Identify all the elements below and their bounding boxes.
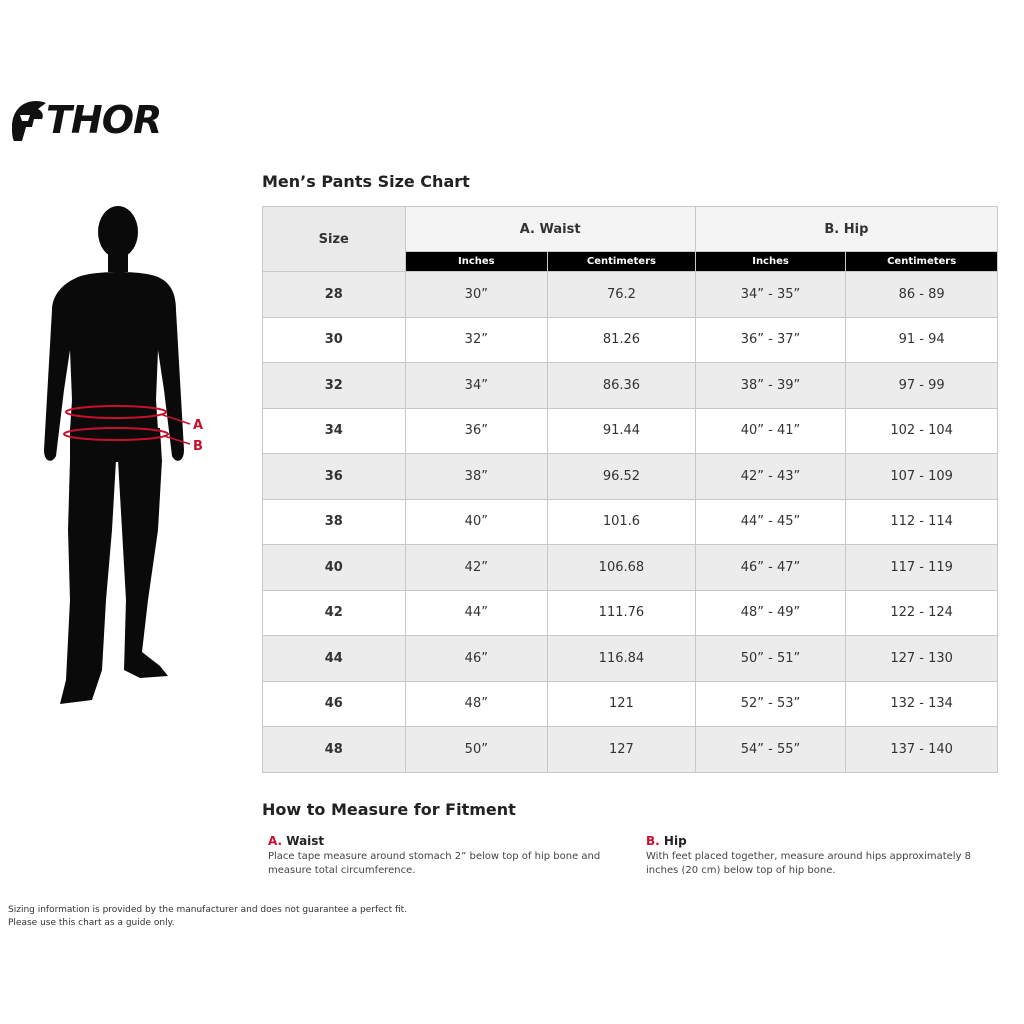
waist-inches-cell: 42” bbox=[405, 545, 548, 591]
waist-cm-cell: 96.52 bbox=[548, 454, 696, 500]
waist-inches-cell: 44” bbox=[405, 590, 548, 636]
hip-inches-cell: 50” - 51” bbox=[695, 636, 846, 682]
waist-cm-cell: 116.84 bbox=[548, 636, 696, 682]
hip-inches-cell: 54” - 55” bbox=[695, 727, 846, 773]
size-column-header: Size bbox=[263, 207, 406, 272]
hip-cm-header: Centimeters bbox=[846, 252, 998, 272]
hip-cm-cell: 107 - 109 bbox=[846, 454, 998, 500]
hip-cm-cell: 137 - 140 bbox=[846, 727, 998, 773]
waist-cm-cell: 121 bbox=[548, 681, 696, 727]
table-row bbox=[263, 499, 998, 545]
size-cell: 42 bbox=[263, 590, 406, 636]
table-row bbox=[263, 317, 998, 363]
marker-b: B bbox=[193, 439, 203, 454]
size-cell: 38 bbox=[263, 499, 406, 545]
size-cell: 28 bbox=[263, 272, 406, 318]
table-row bbox=[263, 272, 998, 318]
table-row bbox=[263, 408, 998, 454]
measure-title: How to Measure for Fitment bbox=[262, 800, 516, 819]
waist-cm-cell: 101.6 bbox=[548, 499, 696, 545]
body-silhouette-icon bbox=[44, 206, 184, 704]
waist-inches-cell: 46” bbox=[405, 636, 548, 682]
size-cell: 30 bbox=[263, 317, 406, 363]
hip-group-header: B. Hip bbox=[695, 207, 997, 252]
hip-instructions-heading bbox=[646, 834, 1006, 848]
waist-label: Waist bbox=[286, 834, 325, 848]
size-table bbox=[262, 206, 998, 773]
hip-inches-header: Inches bbox=[695, 252, 846, 272]
waist-cm-cell: 111.76 bbox=[548, 590, 696, 636]
hip-instructions bbox=[646, 834, 1006, 878]
hip-inches-cell: 46” - 47” bbox=[695, 545, 846, 591]
waist-letter: A. bbox=[268, 834, 283, 848]
waist-inches-cell: 34” bbox=[405, 363, 548, 409]
hip-letter: B. bbox=[646, 834, 660, 848]
table-row bbox=[263, 454, 998, 500]
table-row bbox=[263, 363, 998, 409]
waist-inches-cell: 30” bbox=[405, 272, 548, 318]
waist-inches-cell: 36” bbox=[405, 408, 548, 454]
chart-title: Men’s Pants Size Chart bbox=[262, 172, 470, 191]
size-cell: 36 bbox=[263, 454, 406, 500]
waist-instructions-heading bbox=[268, 834, 628, 848]
waist-inches-cell: 32” bbox=[405, 317, 548, 363]
hip-cm-cell: 117 - 119 bbox=[846, 545, 998, 591]
disclaimer-line-1: Sizing information is provided by the manufacturer and does not guarantee a perfect fit. bbox=[8, 905, 408, 915]
waist-text: Place tape measure around stomach 2” below top of hip bone and measure total circumference. bbox=[268, 851, 601, 876]
hip-inches-cell: 36” - 37” bbox=[695, 317, 846, 363]
waist-cm-cell: 127 bbox=[548, 727, 696, 773]
waist-cm-cell: 86.36 bbox=[548, 363, 696, 409]
table-row bbox=[263, 545, 998, 591]
size-cell: 40 bbox=[263, 545, 406, 591]
waist-cm-cell: 76.2 bbox=[548, 272, 696, 318]
size-cell: 46 bbox=[263, 681, 406, 727]
waist-inches-cell: 40” bbox=[405, 499, 548, 545]
waist-cm-header: Centimeters bbox=[548, 252, 696, 272]
waist-inches-cell: 50” bbox=[405, 727, 548, 773]
disclaimer-line-2: Please use this chart as a guide only. bbox=[8, 918, 175, 928]
waist-cm-cell: 106.68 bbox=[548, 545, 696, 591]
table-row bbox=[263, 590, 998, 636]
body-silhouette-figure bbox=[30, 200, 210, 710]
hip-cm-cell: 132 - 134 bbox=[846, 681, 998, 727]
waist-cm-cell: 81.26 bbox=[548, 317, 696, 363]
table-row bbox=[263, 636, 998, 682]
disclaimer bbox=[8, 904, 407, 930]
brand-logo bbox=[8, 95, 160, 147]
hip-cm-cell: 122 - 124 bbox=[846, 590, 998, 636]
hip-inches-cell: 48” - 49” bbox=[695, 590, 846, 636]
table-row bbox=[263, 727, 998, 773]
hip-inches-cell: 52” - 53” bbox=[695, 681, 846, 727]
hip-inches-cell: 34” - 35” bbox=[695, 272, 846, 318]
table-row bbox=[263, 681, 998, 727]
hip-label: Hip bbox=[663, 834, 687, 848]
marker-a: A bbox=[193, 418, 204, 433]
waist-group-header: A. Waist bbox=[405, 207, 695, 252]
thor-helmet-icon bbox=[8, 97, 48, 145]
brand-logo-text: THOR bbox=[46, 98, 162, 142]
hip-cm-cell: 91 - 94 bbox=[846, 317, 998, 363]
hip-cm-cell: 112 - 114 bbox=[846, 499, 998, 545]
hip-inches-cell: 38” - 39” bbox=[695, 363, 846, 409]
hip-inches-cell: 42” - 43” bbox=[695, 454, 846, 500]
size-cell: 44 bbox=[263, 636, 406, 682]
hip-text: With feet placed together, measure around hips approximately 8 inches (20 cm) below top of hip bone. bbox=[646, 851, 972, 876]
hip-inches-cell: 44” - 45” bbox=[695, 499, 846, 545]
hip-inches-cell: 40” - 41” bbox=[695, 408, 846, 454]
waist-inches-cell: 48” bbox=[405, 681, 548, 727]
size-cell: 34 bbox=[263, 408, 406, 454]
hip-cm-cell: 86 - 89 bbox=[846, 272, 998, 318]
hip-cm-cell: 97 - 99 bbox=[846, 363, 998, 409]
hip-cm-cell: 102 - 104 bbox=[846, 408, 998, 454]
waist-instructions bbox=[268, 834, 628, 878]
size-cell: 32 bbox=[263, 363, 406, 409]
waist-cm-cell: 91.44 bbox=[548, 408, 696, 454]
waist-inches-header: Inches bbox=[405, 252, 548, 272]
size-cell: 48 bbox=[263, 727, 406, 773]
hip-cm-cell: 127 - 130 bbox=[846, 636, 998, 682]
waist-inches-cell: 38” bbox=[405, 454, 548, 500]
